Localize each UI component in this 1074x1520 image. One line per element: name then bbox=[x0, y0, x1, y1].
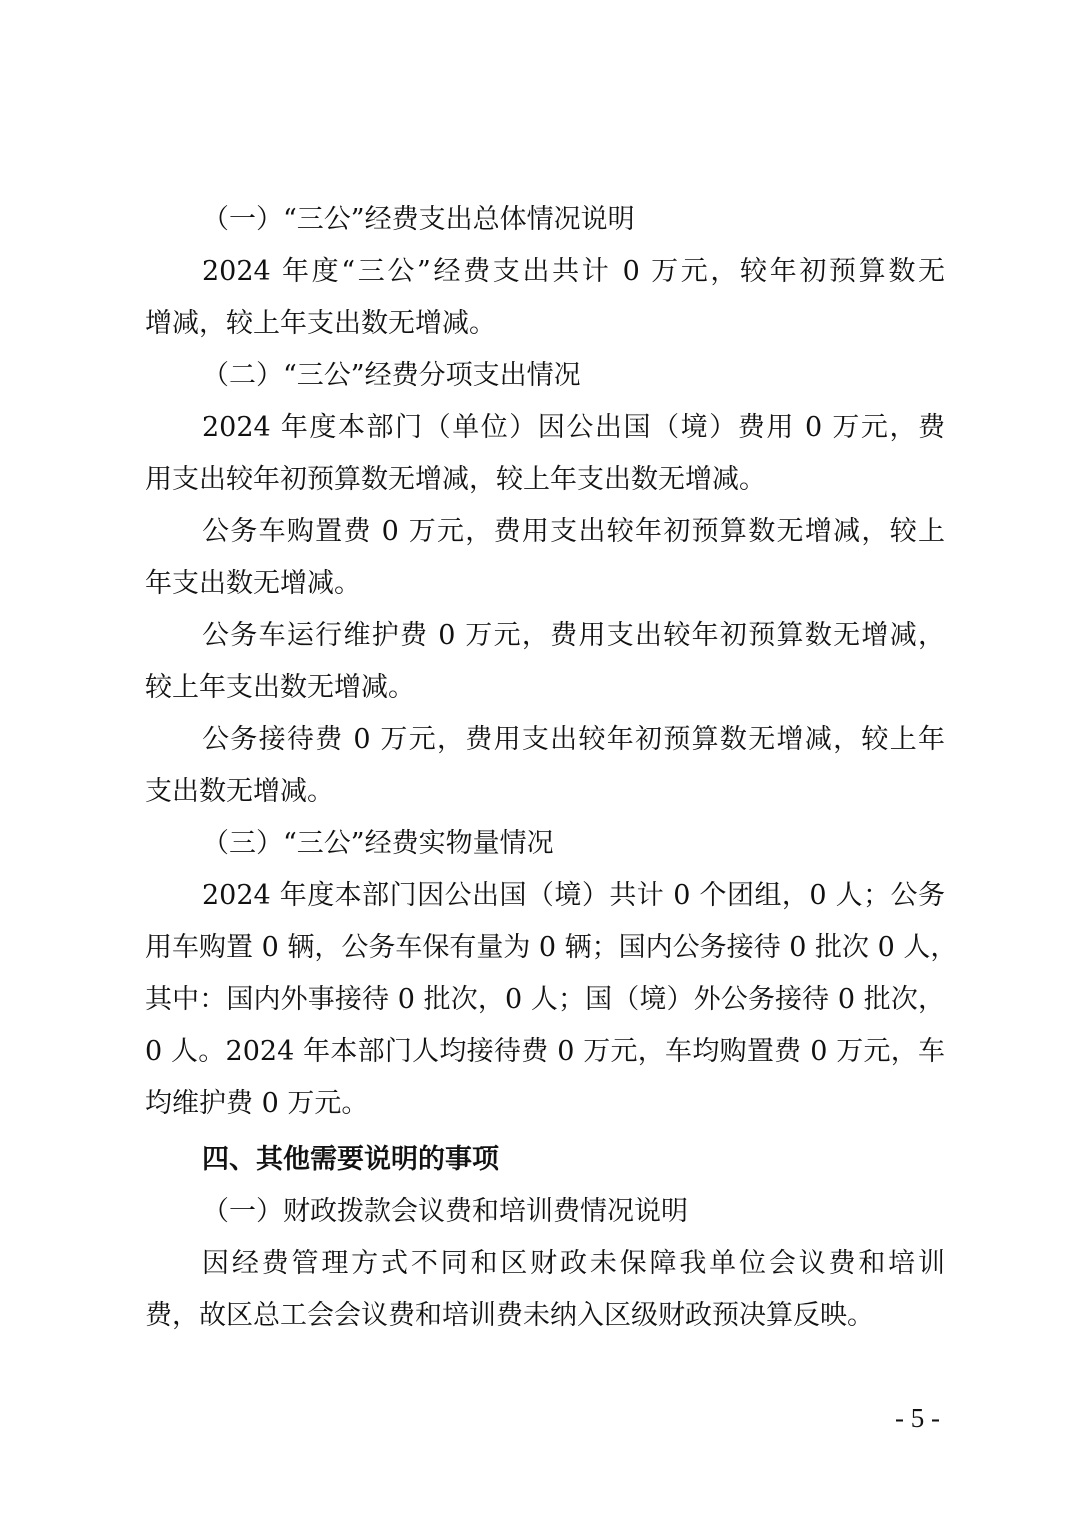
paragraph-line: 其中：国内外事接待 0 批次，0 人；国（境）外公务接待 0 批次， bbox=[145, 984, 945, 1015]
paragraph-line: 2024 年度“三公”经费支出共计 0 万元，较年初预算数无 bbox=[202, 256, 945, 287]
paragraph-line: 用支出较年初预算数无增减，较上年支出数无增减。 bbox=[145, 464, 766, 495]
paragraph-line: 公务车购置费 0 万元，费用支出较年初预算数无增减，较上 bbox=[202, 516, 945, 547]
section-heading-meeting-training: （一）财政拨款会议费和培训费情况说明 bbox=[202, 1196, 688, 1227]
paragraph-line: 费，故区总工会会议费和培训费未纳入区级财政预决算反映。 bbox=[145, 1300, 874, 1331]
section-heading-sangong-overall: （一）“三公”经费支出总体情况说明 bbox=[202, 204, 635, 235]
paragraph-line: 2024 年度本部门因公出国（境）共计 0 个团组，0 人；公务 bbox=[202, 880, 945, 911]
paragraph-line: 因经费管理方式不同和区财政未保障我单位会议费和培训 bbox=[202, 1248, 945, 1279]
paragraph-line: 较上年支出数无增减。 bbox=[145, 672, 415, 703]
paragraph-line: 支出数无增减。 bbox=[145, 776, 334, 807]
section-heading-sangong-physical: （三）“三公”经费实物量情况 bbox=[202, 828, 554, 859]
paragraph-line: 2024 年度本部门（单位）因公出国（境）费用 0 万元，费 bbox=[202, 412, 945, 443]
paragraph-line: 公务接待费 0 万元，费用支出较年初预算数无增减，较上年 bbox=[202, 724, 945, 755]
paragraph-line: 公务车运行维护费 0 万元，费用支出较年初预算数无增减， bbox=[202, 620, 945, 651]
paragraph-line: 增减，较上年支出数无增减。 bbox=[145, 308, 496, 339]
paragraph-line: 均维护费 0 万元。 bbox=[145, 1088, 369, 1119]
page-number: - 5 - bbox=[895, 1403, 940, 1433]
paragraph-line: 0 人。2024 年本部门人均接待费 0 万元，车均购置费 0 万元，车 bbox=[145, 1036, 945, 1067]
section-heading-sangong-itemized: （二）“三公”经费分项支出情况 bbox=[202, 360, 581, 391]
paragraph-line: 用车购置 0 辆，公务车保有量为 0 辆；国内公务接待 0 批次 0 人， bbox=[145, 932, 958, 963]
paragraph-line: 年支出数无增减。 bbox=[145, 568, 361, 599]
section-heading-other-matters: 四、其他需要说明的事项 bbox=[202, 1144, 499, 1175]
